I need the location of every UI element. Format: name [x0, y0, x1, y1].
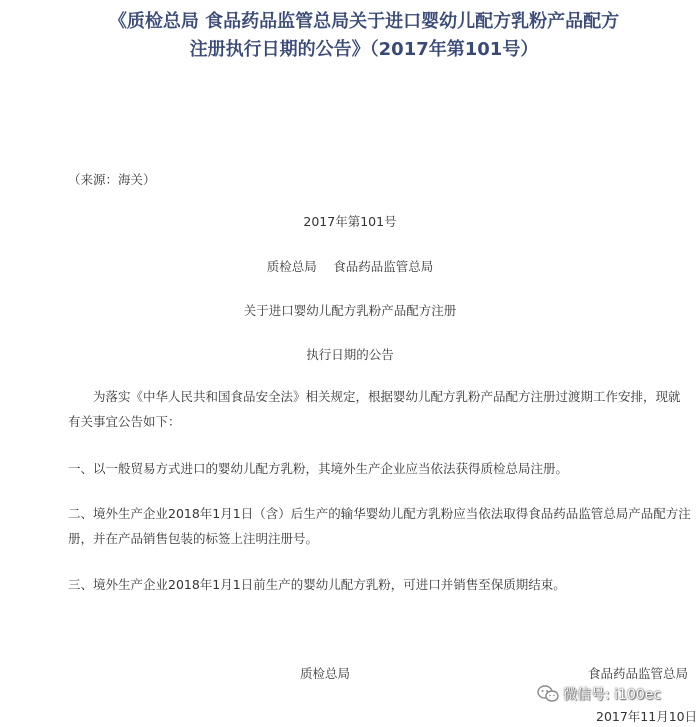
title-line-1: 《质检总局 食品药品监管总局关于进口婴幼儿配方乳粉产品配方 [108, 11, 620, 32]
wechat-icon [537, 685, 559, 703]
notice-heading-line-2: 执行日期的公告 [306, 347, 394, 362]
intro-paragraph: 为落实《中华人民共和国食品安全法》相关规定，根据婴幼儿配方乳粉产品配方注册过渡期工作安排，现就有关事宜公告如下： [68, 389, 681, 429]
issuing-authorities: 质检总局 食品药品监管总局 [266, 259, 434, 274]
wechat-watermark [537, 684, 661, 704]
item-2: 二、境外生产企业2018年1月1日（含）后生产的输华婴幼儿配方乳粉应当依法取得食品药品监管总局产品配方注册，并在产品销售包装的标签上注明注册号。 [68, 506, 691, 546]
notice-heading-line-1: 关于进口婴幼儿配方乳粉产品配方注册 [243, 303, 457, 318]
title-line-2: 注册执行日期的公告》（2017年第101号） [189, 39, 539, 60]
item-1: 一、以一般贸易方式进口的婴幼儿配方乳粉，其境外生产企业应当依法获得质检总局注册。 [68, 461, 569, 476]
source-note: （来源：海关） [68, 172, 156, 187]
signature-aqsiq: 质检总局 [300, 666, 351, 681]
document-title [64, 8, 664, 64]
signature-cfda: 食品药品监管总局 [588, 666, 689, 681]
item-3: 三、境外生产企业2018年1月1日前生产的婴幼儿配方乳粉，可进口并销售至保质期结束。 [68, 577, 566, 592]
document-number: 2017年第101号 [303, 214, 397, 229]
watermark-text: 微信号: i100ec [563, 687, 662, 703]
issue-date: 2017年11月10日 [596, 709, 698, 724]
